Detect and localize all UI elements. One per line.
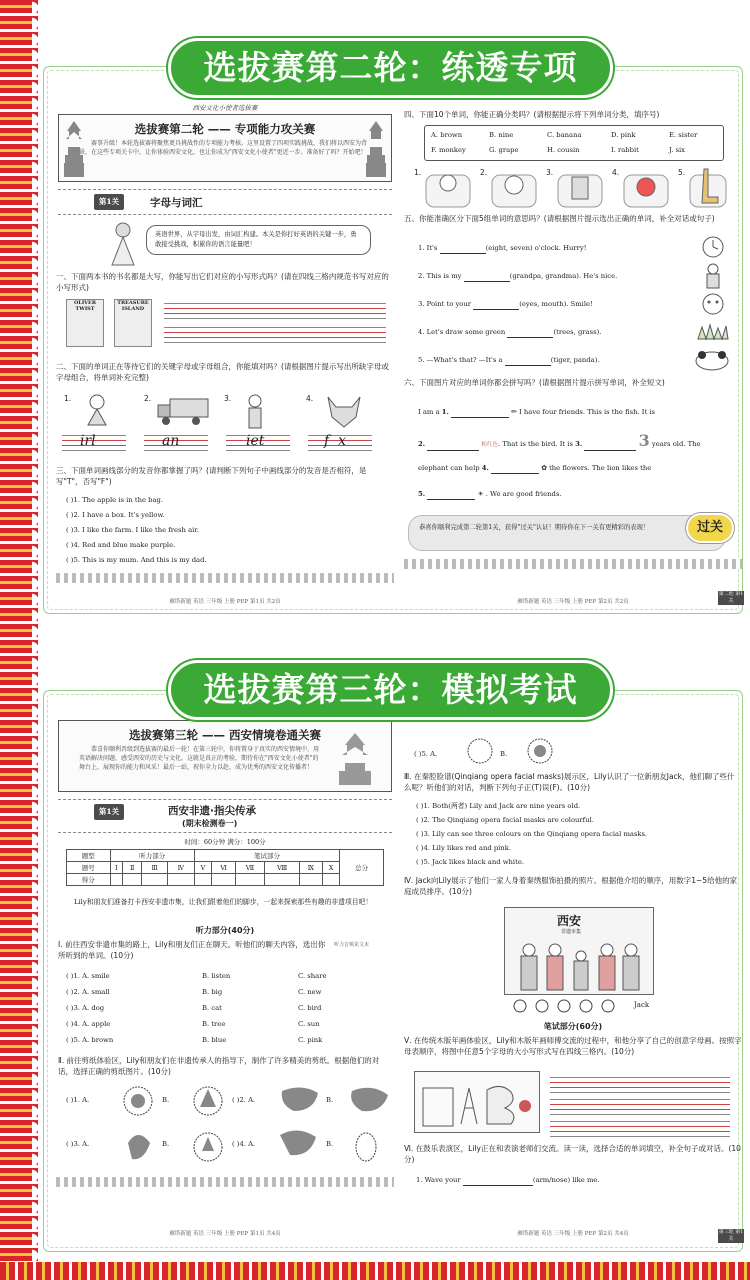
story-intro: Lily和朋友们准备打卡西安非遗市集，让我们跟着他们的脚步，一起来探索那些有趣的非遗项目吧！ (74, 898, 373, 906)
page-footer: 雁塔新题 英语 三年级 上册 PEP 第2页 共2页 (517, 599, 629, 605)
partial-word: iet (246, 433, 265, 449)
q-I-option[interactable]: ( )4. A. apple (66, 1020, 111, 1028)
header-tag: 西安文化小使者选拔赛 (192, 104, 258, 112)
bottom-decorative-border (0, 1262, 750, 1280)
q-II-option[interactable]: ( )4. A. (232, 1140, 256, 1148)
q-VI-item[interactable]: 1. Wave your (arm/nose) like me. (416, 1176, 600, 1184)
q3-item[interactable]: ( )4. Red and blue make purple. (66, 541, 176, 549)
grass-icon (696, 319, 730, 341)
q-III-item[interactable]: ( )5. Jack likes black and white. (416, 858, 524, 866)
round-three-banner: 选拔赛第三轮：模拟考试 (168, 660, 613, 720)
q-I-option[interactable]: ( )5. A. brown (66, 1036, 114, 1044)
word-option: E. sister (669, 131, 698, 139)
clock-icon (698, 235, 728, 259)
round-corner-tag: 第三轮 第1关 (718, 1229, 744, 1242)
q2-number: 4. (306, 394, 314, 403)
section-bar (58, 799, 392, 833)
q2-number: 3. (224, 394, 232, 403)
question-VI: Ⅵ. 在鼓乐表演区，Lily正在和表演老师们交流。读一读，选择合适的单词填空，补全句子或对话。(10分) (404, 1144, 741, 1164)
worksheet-page-1 (56, 103, 394, 603)
round-corner-tag: 第二轮 第1关 (718, 591, 744, 604)
round-two-banner: 选拔赛第二轮：练透专项 (168, 38, 613, 98)
decorative-strip (56, 573, 394, 583)
girl-illustration-icon (106, 221, 140, 267)
photo-sign-sub: 非遗市集 (561, 929, 582, 935)
jack-label: Jack (634, 1001, 650, 1009)
q5-item[interactable]: 5. —What's that? —It's a (tiger, panda). (418, 356, 600, 364)
paper-cut-pictures (468, 737, 578, 767)
q-II-option[interactable]: B. (162, 1096, 170, 1104)
q-II-option[interactable]: B. (162, 1140, 170, 1148)
worksheet-page-4 (404, 709, 742, 1241)
pagoda-icon (327, 731, 383, 787)
audio-note: 听力音频见文末 (334, 942, 370, 948)
writing-lines[interactable] (164, 327, 386, 343)
girl-icon (80, 393, 114, 427)
score-table: 题型 听力部分 笔试部分 总分 题号 Ⅰ Ⅱ Ⅲ Ⅳ Ⅴ Ⅵ Ⅶ Ⅷ Ⅸ Ⅹ 得分 (66, 849, 384, 886)
round-title: 选拔赛第三轮 —— 西安情境卷通关赛 (128, 728, 321, 742)
question-IV: Ⅳ. Jack向Lily展示了他们一家人身着秦绣服饰拍摄的照片。根据他介绍的顺序，用数字1~5给他的家庭成员排序。(10分) (404, 876, 738, 896)
q-III-item[interactable]: ( )4. Lily likes red and pink. (416, 844, 512, 852)
round-intro: 赛事升级！本轮选拔赛将聚焦更具挑战性的专项能力考核。这里设置了四项实践挑战，我们将以西安为背景，在这些专项关卡中，让你体验西安文化，也让你成为"西安文化小使者"更近一步。准备好了吗？开始吧！ (79, 140, 368, 156)
q-I-option[interactable]: C. new (298, 988, 322, 996)
page-footer: 雁塔新题 英语 三年级 上册 PEP 第2页 共4页 (517, 1231, 629, 1237)
listening-heading: 听力部分(40分) (195, 926, 255, 935)
level-badge: 第1关 (94, 804, 124, 820)
book-cover-oliver-twist (66, 299, 104, 347)
partial-word: f x (324, 433, 346, 449)
question-6: 六、下面图片对应的单词你都会拼写吗？(请根据图片提示拼写单词，补全短文) (404, 378, 665, 387)
level-badge: 第1关 (94, 194, 124, 210)
question-5: 五、你能准确区分下面5组单词的意思吗？(请根据图片提示选出正确的单词，补全对话或句子) (404, 214, 715, 223)
writing-lines[interactable] (550, 1077, 730, 1093)
q-II-option[interactable]: ( )2. A. (232, 1096, 256, 1104)
question-III: Ⅲ. 在秦腔脸谱(Qinqiang opera facial masks)展示区，Lily认识了一位新朋友Jack，他们聊了些什么呢？听他们的对话，判断下列句子正(T)误(F)。(10分) (404, 772, 735, 792)
family-members-icon (515, 938, 645, 994)
q-I-option[interactable]: C. bird (298, 1004, 322, 1012)
answer-circles[interactable] (512, 999, 632, 1013)
left-decorative-border (0, 0, 38, 1280)
truck-icon (156, 397, 210, 427)
q-II-option[interactable]: ( )5. A. (414, 750, 438, 758)
writing-heading: 笔试部分(60分) (543, 1022, 603, 1031)
q3-item[interactable]: ( )5. This is my mum. And this is my dad. (66, 556, 207, 564)
round-three-panel (43, 690, 743, 1252)
q3-item[interactable]: ( )1. The apple is in the bag. (66, 496, 164, 504)
section-title: 字母与词汇 (150, 197, 203, 209)
q-II-option[interactable]: ( )3. A. (66, 1140, 90, 1148)
q6-line-4: 5. ☀ . We are good friends. (418, 490, 562, 498)
q-I-option[interactable]: C. share (298, 972, 327, 980)
q-III-item[interactable]: ( )3. Lily can see three colours on the Qinqiang opera facial masks. (416, 830, 648, 838)
paper-cut-pictures (122, 1079, 392, 1169)
q-I-option[interactable]: B. cat (202, 1004, 222, 1012)
question-I: Ⅰ. 前往西安非遗市集的路上，Lily和朋友们正在聊天。听他们的聊天内容，选出你所听到的单词。(10分) (58, 940, 326, 960)
book1-title: OLIVER TWIST (73, 300, 97, 312)
question-3: 三、下面单词画线部分的发音你都掌握了吗？(请判断下列句子中画线部分的发音是否相符，是写"T"，否写"F") (56, 466, 367, 486)
q6-line-3: elephant can help 4. ✿ the flowers. The lion likes the (418, 464, 652, 472)
q2-number: 2. (144, 394, 152, 403)
q4-number: 2. (480, 168, 488, 177)
q3-item[interactable]: ( )3. I like the farm. I like the fresh air. (66, 526, 199, 534)
round-title: 选拔赛第二轮 —— 专项能力攻关赛 (134, 122, 316, 136)
header-box (58, 114, 392, 182)
exam-time: 时间：60分钟 满分：100分 (184, 838, 266, 846)
header-box (58, 720, 392, 792)
q-I-option[interactable]: B. tree (202, 1020, 226, 1028)
question-1: 一、下面两本书的书名都是大写，你能写出它们对应的小写形式吗？(请在四线三格内规范书写对应的小写形式) (56, 272, 389, 292)
word-bank (424, 125, 724, 161)
pass-text: 恭喜你顺利完成第二轮第1关，获得"过关"认证！期待你在下一关有更精彩的表现！ (419, 524, 650, 531)
worksheet-page-2 (404, 103, 742, 603)
word-option: H. cousin (547, 146, 580, 154)
q5-item[interactable]: 2. This is my (grandpa, grandma). He's nice. (418, 272, 618, 280)
q4-number: 1. (414, 168, 422, 177)
q4-number: 4. (612, 168, 620, 177)
question-V: Ⅴ. 在传统木版年画体验区，Lily和木版年画师傅交流的过程中，和他分享了自己的创意字母画。按照字母表顺序，将图中任意5个字母的大小写形式写在四线三格内。(10分) (404, 1036, 742, 1056)
q-I-option[interactable]: ( )2. A. small (66, 988, 110, 996)
section-subtitle: (期末检测卷一) (182, 819, 238, 828)
round-intro: 恭喜你顺利晋级到选拔赛的最后一轮！在第三轮中，你将置身于真实的西安情境中，用英语解决问题，感受西安的历史与文化。这就是真正的考验，期待你在"西安文化小使者"的舞台上，展现你的能力和风采！最后一站，祝你全力以赴，成为优秀的西安文化传播者！ (79, 746, 320, 771)
q6-line-2: 2. 粉红色. That is the bird. It is 3. 3 years old. The (418, 431, 701, 450)
book-cover-treasure-island (114, 299, 152, 347)
q4-number: 5. (678, 168, 686, 177)
book2-title: TREASURE ISLAND (117, 300, 149, 312)
speech-bubble: 英语世界，从字母出发，由词汇构建。本关是你打好英语的关键一步，勇敢接受挑战，积累你的语言能量吧！ (146, 225, 371, 255)
category-pictures (426, 165, 726, 209)
letter-art-icon (421, 1078, 533, 1128)
word-option: G. grape (489, 146, 519, 154)
q-II-option[interactable]: B. (500, 750, 508, 758)
q-I-option[interactable]: B. big (202, 988, 223, 996)
panda-icon (692, 347, 732, 371)
section-title: 西安非遗·指尖传承 (168, 805, 256, 817)
q-II-option[interactable]: B. (326, 1140, 334, 1148)
q-I-option[interactable]: ( )1. A. smile (66, 972, 110, 980)
decorative-strip (404, 559, 742, 569)
q-III-item[interactable]: ( )2. The Qinqiang opera facial masks are colourful. (416, 816, 594, 824)
q-I-option[interactable]: B. listen (202, 972, 231, 980)
photo-sign: 西安 (557, 914, 582, 928)
q-I-option[interactable]: C. sun (298, 1020, 320, 1028)
q-II-option[interactable]: B. (326, 1096, 334, 1104)
page-footer: 雁塔新题 英语 三年级 上册 PEP 第1页 共2页 (169, 599, 281, 605)
word-option: A. brown (431, 131, 463, 139)
section-bar (58, 189, 392, 215)
decorative-strip (56, 1177, 394, 1187)
writing-lines[interactable] (550, 1121, 730, 1137)
q-I-option[interactable]: ( )3. A. dog (66, 1004, 105, 1012)
writing-lines[interactable] (164, 303, 386, 319)
boy-icon (242, 393, 268, 429)
question-II: Ⅱ. 前往剪纸体验区，Lily和朋友们在非遗传承人的指导下，制作了许多精美的剪纸。根据他们的对话，选择正确的剪纸图片。(10分) (58, 1056, 380, 1076)
q3-item[interactable]: ( )2. I have a box. It's yellow. (66, 511, 165, 519)
worksheet-page-3 (56, 709, 394, 1241)
word-option: J. six (669, 146, 686, 154)
pass-notice (408, 515, 726, 551)
q-I-option[interactable]: C. pink (298, 1036, 323, 1044)
family-photo (504, 907, 654, 995)
round-two-panel (43, 66, 743, 614)
q-I-option[interactable]: B. blue (202, 1036, 227, 1044)
face-icon (700, 291, 726, 317)
q-II-option[interactable]: ( )1. A. (66, 1096, 90, 1104)
q-III-item[interactable]: ( )1. Both(两者) Lily and Jack are nine years old. (416, 802, 581, 810)
word-option: D. pink (611, 131, 636, 139)
partial-word: irl (80, 433, 96, 449)
word-option: B. nine (489, 131, 514, 139)
partial-word: an (162, 433, 180, 449)
q5-item[interactable]: 3. Point to your (eyes, mouth). Smile! (418, 300, 593, 308)
q6-line-1: I am a 1. ✏ I have four friends. This is the fish. It is (418, 408, 656, 416)
grandpa-icon (702, 263, 724, 289)
q4-number: 3. (546, 168, 554, 177)
word-option: F. monkey (431, 146, 466, 154)
question-4: 四、下面10个单词，你能正确分类吗？(请根据提示将下列单词分类，填序号) (404, 110, 660, 119)
word-option: I. rabbit (611, 146, 639, 154)
fox-icon (324, 393, 364, 429)
word-option: C. banana (547, 131, 582, 139)
writing-lines[interactable] (550, 1099, 730, 1115)
q2-number: 1. (64, 394, 72, 403)
page-footer: 雁塔新题 英语 三年级 上册 PEP 第1页 共4页 (169, 1231, 281, 1237)
q5-item[interactable]: 1. It's (eight, seven) o'clock. Hurry! (418, 244, 587, 252)
pass-stamp: 过关 (686, 513, 734, 543)
question-2: 二、下面的单词正在等待它们的关键字母或字母组合，你能填对吗？(请根据图片提示写出所缺字母或字母组合，将单词补充完整) (56, 362, 389, 382)
q5-item[interactable]: 4. Let's draw some green (trees, grass). (418, 328, 602, 336)
letter-picture (414, 1071, 540, 1133)
